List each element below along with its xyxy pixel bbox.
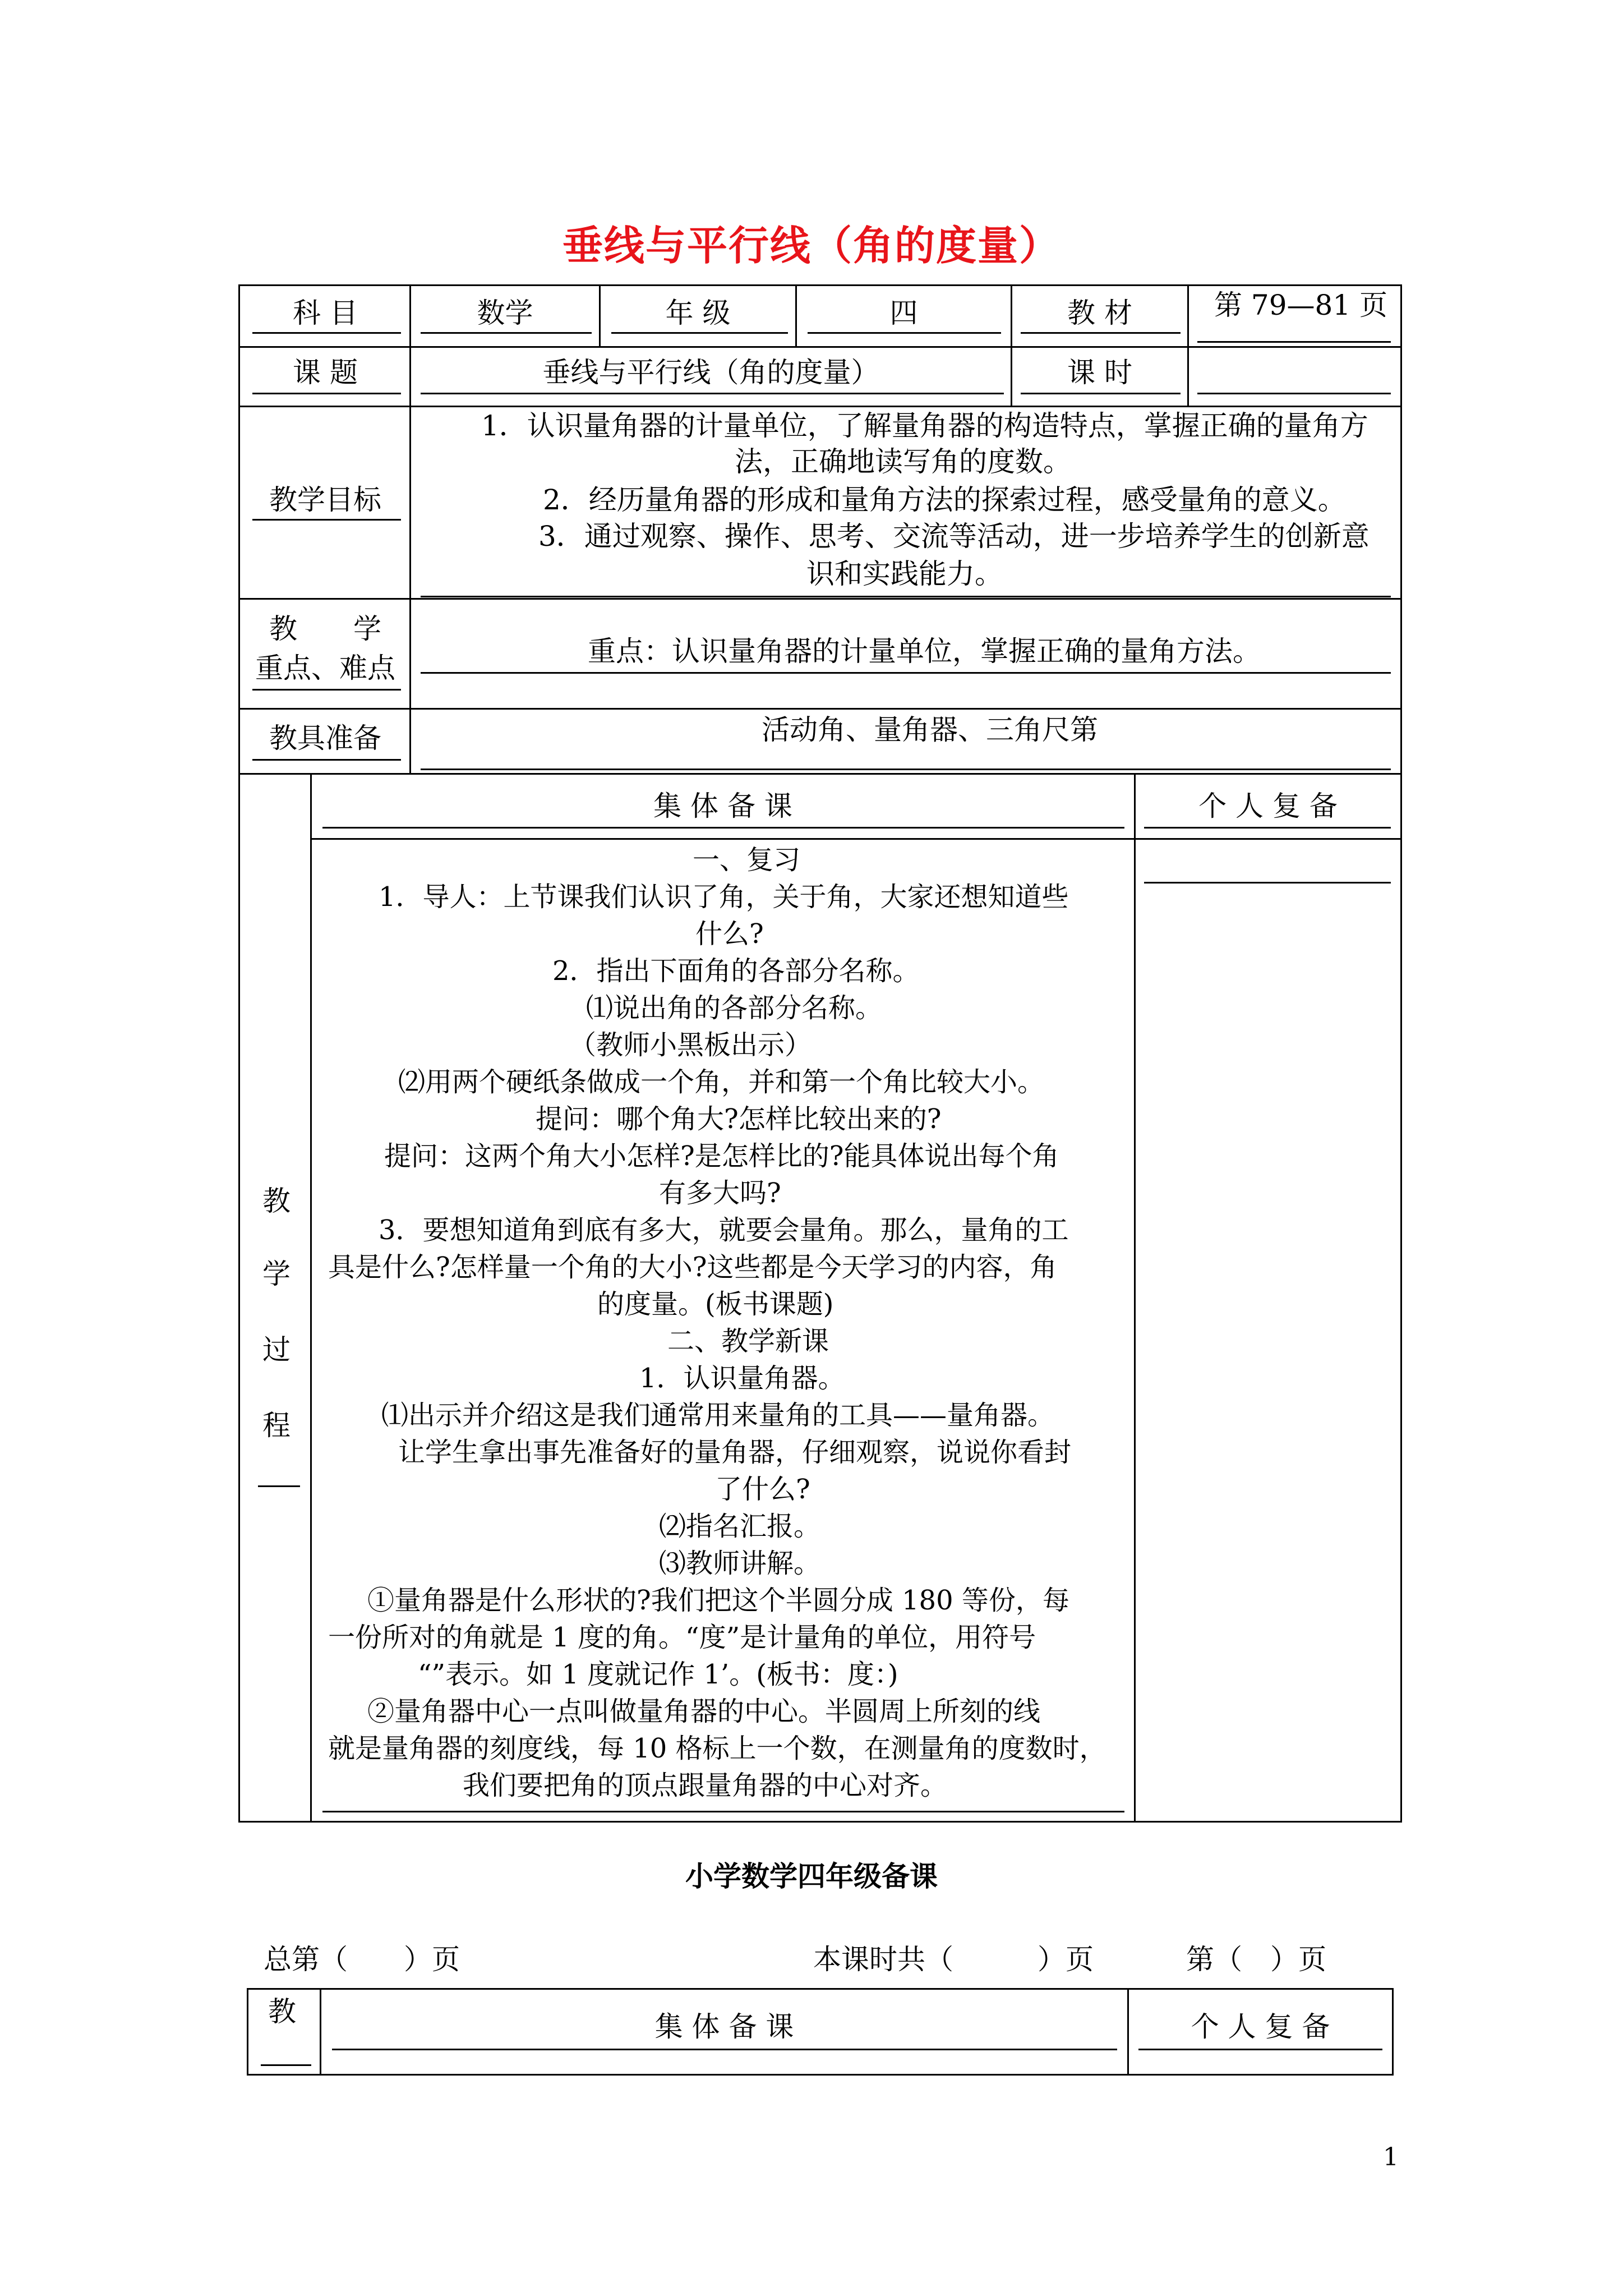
objective-line-4: 3．通过观察、操作、思考、交流等活动，进一步培养学生的创新意 [538,520,1370,553]
hours-label: 课 时 [1067,356,1132,389]
process-line: 一、复习 [693,844,801,876]
textbook-value: 第 79—81 页 [1214,289,1388,321]
subject-label: 科 目 [293,297,358,329]
page-title: 垂线与平行线（角的度量） [562,222,1061,269]
page-number: 1 [1383,2143,1399,2171]
process-line: 1．导人：上节课我们认识了角，关于角，大家还想知道些 [379,881,1069,913]
objective-line-3: 2．经历量角器的形成和量角方法的探索过程，感受量角的意义。 [543,484,1346,516]
objectives-label: 教学目标 [269,484,381,516]
objective-line-1: 1．认识量角器的计量单位，了解量角器的构造特点，掌握正确的量角方 [481,409,1368,442]
process-char-3: 过 [262,1333,291,1366]
keypoints-label-1: 教 学 [269,613,381,645]
footer-group-header: 集 体 备 课 [654,2010,794,2043]
keypoints-text: 重点：认识量角器的计量单位，掌握正确的量角方法。 [588,635,1261,668]
process-line: 有多大吗? [659,1177,781,1209]
process-line: 就是量角器的刻度线，每 10 格标上一个数，在测量角的度数时， [328,1733,1106,1764]
materials-text: 活动角、量角器、三角尺第 [762,714,1098,746]
process-char-4: 程 [262,1409,291,1442]
process-line: ⑵用两个硬纸条做成一个角，并和第一个角比较大小。 [398,1066,1045,1098]
process-line: ⑵指名汇报。 [659,1511,821,1542]
process-line: 一份所对的角就是 1 度的角。“度”是计量角的单位，用符号 [328,1622,1036,1653]
process-line: ①量角器是什么形状的?我们把这个半圆分成 180 等份，每 [367,1585,1069,1616]
footer-side-char: 教 [268,1995,296,2028]
process-line: ⑴说出角的各部分名称。 [586,992,883,1024]
objective-line-5: 识和实践能力。 [806,558,1003,590]
topic-value: 垂线与平行线（角的度量） [542,356,879,389]
process-line: ②量角器中心一点叫做量角器的中心。半圆周上所刻的线 [367,1696,1041,1727]
personal-prep-header: 个 人 复 备 [1198,790,1338,822]
process-line: 提问：哪个角大?怎样比较出来的? [536,1103,942,1135]
grade-value: 四 [889,297,918,329]
process-char-1: 教 [262,1185,291,1217]
process-char-2: 学 [262,1258,291,1290]
grade-label: 年 级 [665,297,731,329]
keypoints-label-2: 重点、难点 [255,652,395,684]
footer-personal-header: 个 人 复 备 [1191,2010,1330,2043]
topic-label: 课 题 [293,356,358,389]
process-line: 了什么? [715,1474,810,1505]
textbook-label: 教 材 [1067,297,1132,329]
process-line: “”表示。如 1 度就记作 1’。(板书：度：) [418,1659,898,1690]
process-line: 让学生拿出事先准备好的量角器，仔细观察，说说你看封 [398,1437,1072,1468]
process-content [328,841,1130,1804]
process-line: ⑴出示并介绍这是我们通常用来量角的工具——量角器。 [381,1400,1055,1431]
process-line: 具是什么?怎样量一个角的大小?这些都是今天学习的内容，角 [328,1251,1057,1283]
process-line: 2．指出下面角的各部分名称。 [552,955,920,987]
process-line: 二、教学新课 [667,1326,829,1357]
page-of-text: 第（ ）页 [1186,1943,1326,1976]
process-line: 的度量。(板书课题) [597,1289,834,1320]
process-line: ⑶教师讲解。 [659,1548,821,1579]
materials-label: 教具准备 [269,722,381,754]
objective-line-2: 法，正确地读写角的度数。 [735,445,1071,478]
total-page-text: 总第（ ）页 [264,1943,460,1976]
group-prep-header: 集 体 备 课 [653,790,792,822]
subject-value: 数学 [477,297,533,329]
process-line: 3．要想知道角到底有多大，就要会量角。那么，量角的工 [379,1214,1069,1246]
process-line: 1．认识量角器。 [639,1363,845,1394]
lesson-pages-text: 本课时共（ ）页 [813,1943,1094,1976]
footer-subtitle: 小学数学四年级备课 [685,1860,938,1893]
process-line: 提问：这两个角大小怎样?是怎样比的?能具体说出每个角 [384,1140,1059,1172]
process-line: 我们要把角的顶点跟量角器的中心对齐。 [463,1770,948,1801]
process-line: （教师小黑板出示） [569,1029,812,1061]
process-line: 什么? [695,918,764,950]
